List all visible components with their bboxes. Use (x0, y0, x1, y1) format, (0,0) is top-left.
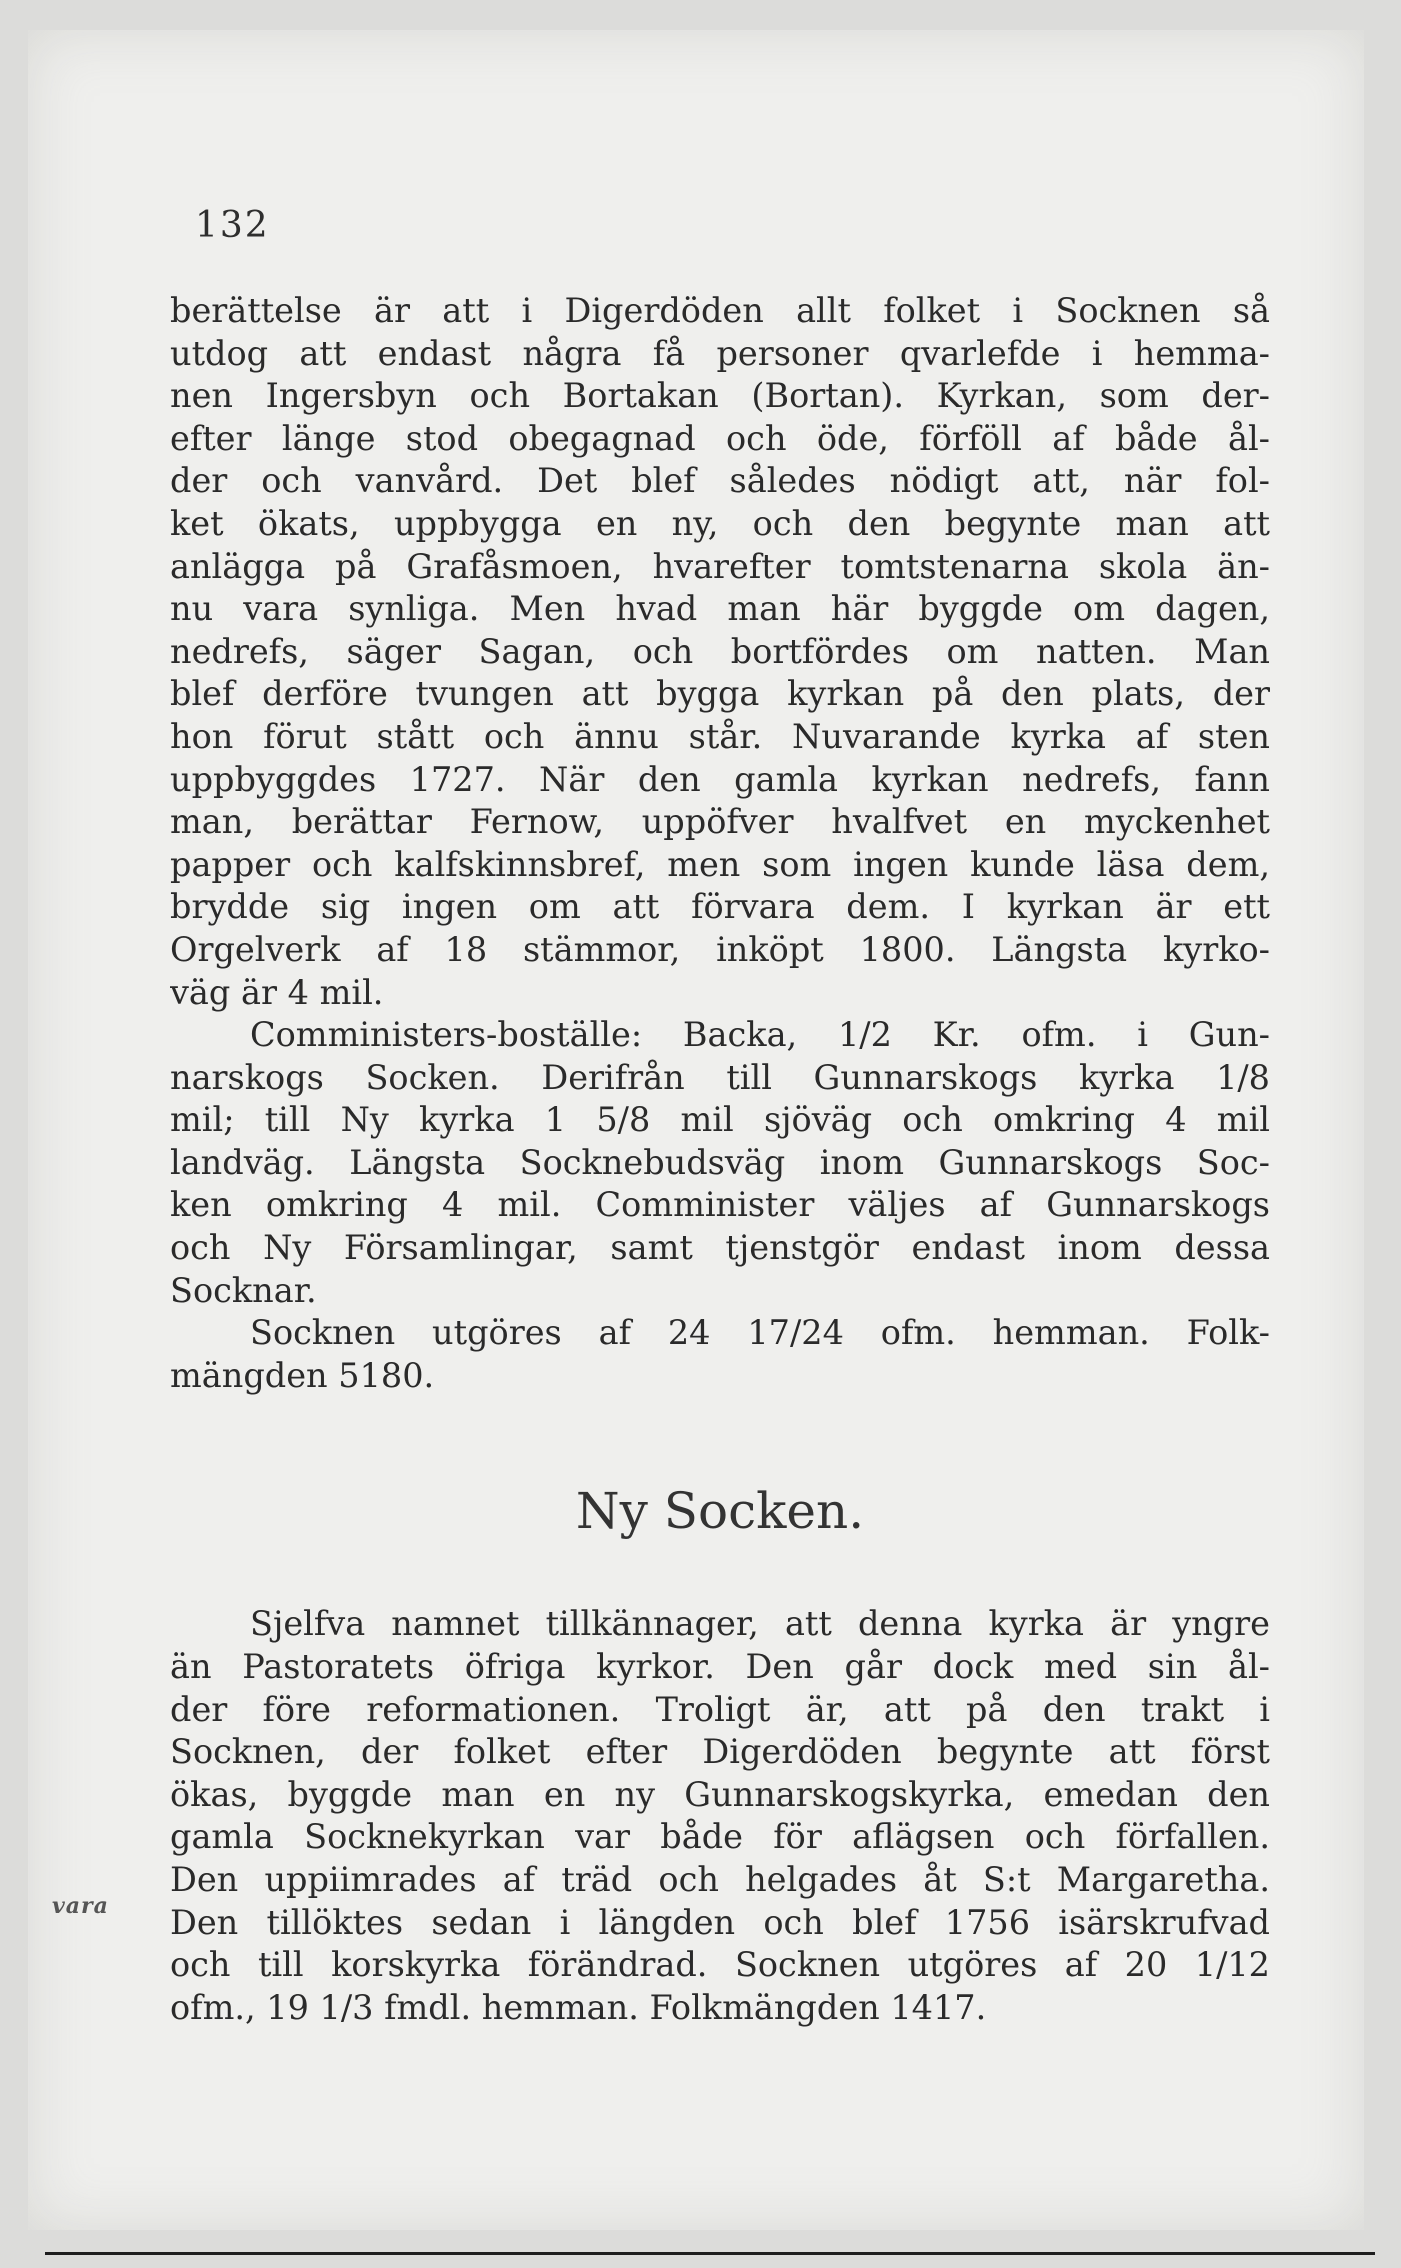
text-line: ökas, byggde man en ny Gunnarskogskyrka, emedan den (170, 1774, 1270, 1814)
text-line: berättelse är att i Digerdöden allt folket i Socknen så (170, 291, 1270, 330)
paragraph-history (170, 290, 1270, 1014)
text-line: efter länge stod obegagnad och öde, förföll af både ål- (170, 418, 1270, 458)
text-line: man, berättar Fernow, uppöfver hvalfvet en myckenhet (170, 802, 1270, 842)
text-line: uppbyggdes 1727. När den gamla kyrkan nedrefs, fann (170, 759, 1270, 799)
text-line: nu vara synliga. Men hvad man här byggde om dagen, (170, 589, 1270, 629)
paragraph-comminister (170, 1014, 1270, 1312)
text-line: och till korskyrka förändrad. Socknen utgöres af 20 1/12 (170, 1945, 1270, 1985)
section-heading: Ny Socken. (575, 1482, 865, 1541)
text-line: narskogs Socken. Derifrån till Gunnarskogs kyrka 1/8 (170, 1057, 1270, 1097)
body-text (170, 290, 1270, 2029)
bottom-rule (45, 2252, 1375, 2255)
text-line: Socknen utgöres af 24 17/24 ofm. hemman. Folk- (250, 1313, 1270, 1353)
text-line: Orgelverk af 18 stämmor, inköpt 1800. Längsta kyrko- (170, 929, 1270, 969)
text-line: Comministers-boställe: Backa, 1/2 Kr. ofm. i Gun- (250, 1015, 1270, 1055)
text-line: nen Ingersbyn och Bortakan (Bortan). Kyrkan, som der- (170, 376, 1270, 416)
text-line: papper och kalfskinnsbref, men som ingen kunde läsa dem, (170, 844, 1270, 884)
text-line: utdog att endast några få personer qvarlefde i hemma- (170, 333, 1270, 373)
text-line: der före reformationen. Troligt är, att på den trakt i (170, 1689, 1270, 1729)
text-line: mil; till Ny kyrka 1 5/8 mil sjöväg och omkring 4 mil (170, 1100, 1270, 1140)
text-line: mängden 5180. (170, 1355, 435, 1395)
text-line: ofm., 19 1/3 fmdl. hemman. Folkmängden 1417. (170, 1987, 987, 2027)
paragraph-ny-socken (170, 1603, 1270, 2029)
text-line: gamla Socknekyrkan var både för aflägsen och förfallen. (170, 1817, 1270, 1857)
paragraph-population (170, 1312, 1270, 1397)
text-line: der och vanvård. Det blef således nödigt att, när fol- (170, 461, 1270, 501)
text-line: väg är 4 mil. (170, 972, 384, 1012)
text-line: nedrefs, säger Sagan, och bortfördes om natten. Man (170, 631, 1270, 671)
signature-mark: vara (52, 1893, 109, 1919)
text-line: ket ökats, uppbygga en ny, och den begynte man att (170, 503, 1270, 543)
text-line: anlägga på Grafåsmoen, hvarefter tomtstenarna skola än- (170, 546, 1270, 586)
text-line: Sjelfva namnet tillkännager, att denna kyrka är yngre (250, 1604, 1270, 1644)
text-line: än Pastoratets öfriga kyrkor. Den går dock med sin ål- (170, 1647, 1270, 1687)
page-number: 132 (195, 205, 270, 246)
text-line: Socknar. (170, 1270, 317, 1310)
text-line: brydde sig ingen om att förvara dem. I kyrkan är ett (170, 887, 1270, 927)
text-line: och Ny Församlingar, samt tjenstgör endast inom dessa (170, 1228, 1270, 1268)
text-line: hon förut stått och ännu står. Nuvarande kyrka af sten (170, 716, 1270, 756)
text-line: ken omkring 4 mil. Comminister väljes af Gunnarskogs (170, 1185, 1270, 1225)
text-line: Socknen, der folket efter Digerdöden begynte att först (170, 1732, 1270, 1772)
text-line: blef derföre tvungen att bygga kyrkan på den plats, der (170, 674, 1270, 714)
text-line: Den tillöktes sedan i längden och blef 1756 isärskrufvad (170, 1902, 1270, 1942)
text-line: landväg. Längsta Socknebudsväg inom Gunnarskogs Soc- (170, 1142, 1270, 1182)
text-line: Den uppiimrades af träd och helgades åt S:t Margaretha. (170, 1860, 1270, 1899)
